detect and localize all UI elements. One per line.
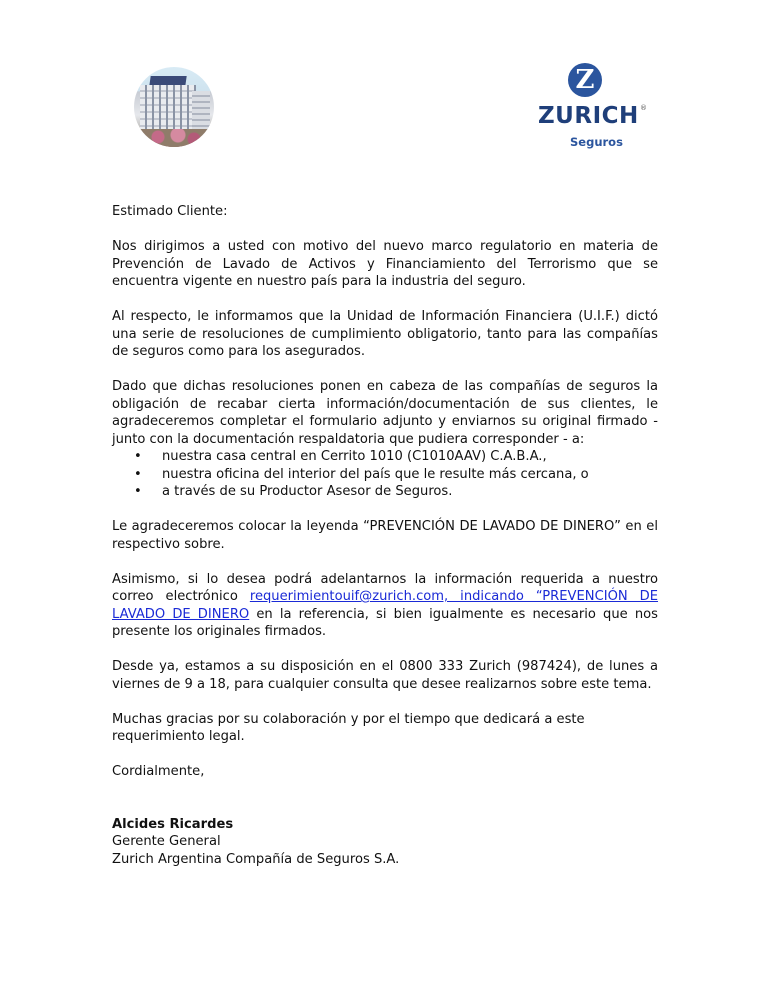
signer-company: Zurich Argentina Compañía de Seguros S.A. bbox=[112, 851, 400, 867]
logo-subtitle: Seguros bbox=[570, 135, 623, 149]
zurich-z-emblem-icon: Z bbox=[568, 63, 602, 97]
salutation: Estimado Cliente: bbox=[112, 204, 228, 219]
email-link[interactable]: requerimientouif@zurich.com, indicando “PREVENCIÓN DE LAVADO DE DINERO bbox=[112, 589, 659, 622]
delivery-options-list bbox=[112, 448, 658, 501]
signature-block bbox=[112, 816, 658, 869]
building-facade bbox=[140, 85, 196, 129]
list-item: • nuestra casa central en Cerrito 1010 (C1010AAV) C.A.B.A., bbox=[152, 448, 658, 466]
list-item: • nuestra oficina del interior del país que le resulte más cercana, o bbox=[152, 466, 658, 484]
email-text-before: Asimismo, si lo desea podrá adelantarnos la información requerida a nuestro correo electrónico bbox=[112, 571, 658, 604]
paragraph-thanks bbox=[112, 711, 658, 746]
paragraph-contact: Desde ya, estamos a su disposición en el 0800 333 Zurich (987424), de lunes a viernes de 9 a 18, para cualquier consulta que desee realizarnos sobre este tema. bbox=[112, 659, 658, 692]
building-photo bbox=[134, 67, 214, 147]
zurich-logo bbox=[528, 58, 650, 152]
letter-body bbox=[112, 203, 658, 868]
paragraph-intro: Nos dirigimos a usted con motivo del nuevo marco regulatorio en materia de Prevención de Lavado de Activos y Financiamiento del Terrorismo que se encuentra vigente en nuestro país para la industria del seguro. bbox=[112, 239, 658, 289]
thanks-line-1: Muchas gracias por su colaboración y por el tiempo que dedicará a este bbox=[112, 711, 585, 727]
email-text-after: en la referencia, si bien igualmente es necesario que nos presente los originales firmados. bbox=[112, 606, 658, 639]
list-item: • a través de su Productor Asesor de Seguros. bbox=[152, 483, 658, 501]
building-side bbox=[192, 91, 210, 129]
thanks-line-2: requerimiento legal. bbox=[112, 729, 245, 744]
signer-name: Alcides Ricardes bbox=[112, 816, 234, 832]
flowering-trees bbox=[134, 129, 214, 147]
logo-wordmark: ZURICH bbox=[538, 103, 639, 129]
paragraph-envelope: Le agradeceremos colocar la leyenda “PREVENCIÓN DE LAVADO DE DINERO” en el respectivo sobre. bbox=[112, 519, 658, 552]
signer-title: Gerente General bbox=[112, 834, 221, 849]
paragraph-email bbox=[112, 571, 658, 641]
closing: Cordialmente, bbox=[112, 764, 205, 779]
paragraph-request: Dado que dichas resoluciones ponen en cabeza de las compañías de seguros la obligación de recabar cierta información/documentación de sus clientes, le agradeceremos completar el formulario adjunto y enviarnos su original firmado - junto con la documentación respaldatoria que pudiera corresponder - a: bbox=[112, 379, 658, 447]
registered-mark: ® bbox=[640, 104, 647, 112]
paragraph-uif: Al respecto, le informamos que la Unidad de Información Financiera (U.I.F.) dictó una serie de resoluciones de cumplimiento obligatorio, tanto para las compañías de seguros como para los asegurados. bbox=[112, 309, 658, 359]
